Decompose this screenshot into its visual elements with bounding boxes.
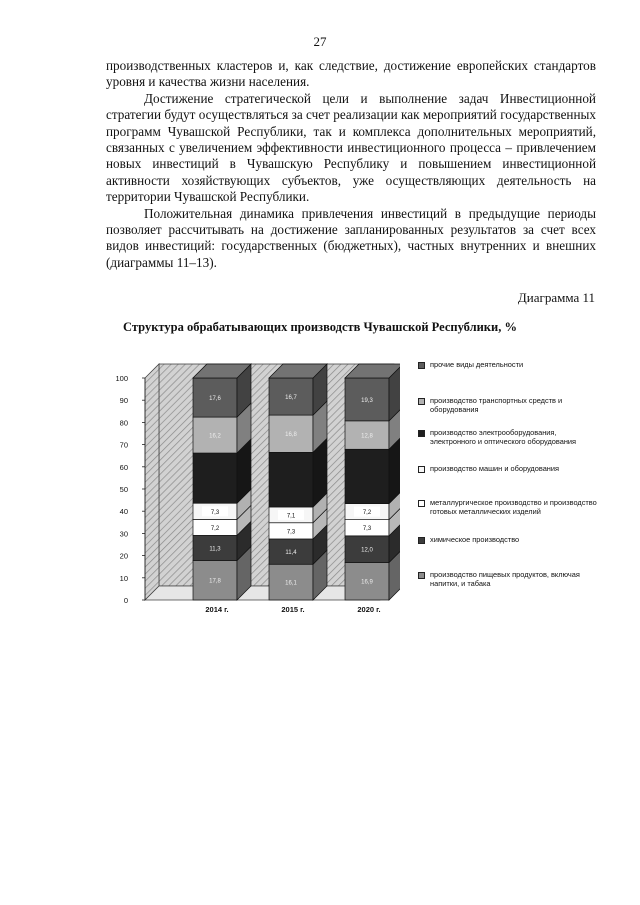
data-label: 7,3 xyxy=(286,529,296,536)
legend-swatch xyxy=(418,500,425,507)
legend-label: производство пищевых продуктов, включая напитки, и табака xyxy=(430,570,580,588)
page-number: 27 xyxy=(313,34,327,49)
data-label: 7,2 xyxy=(362,510,372,517)
data-label: 7,1 xyxy=(286,513,296,520)
data-label: 11,4 xyxy=(285,550,297,557)
data-label: 7,3 xyxy=(362,526,372,533)
data-label: 11,3 xyxy=(209,546,221,553)
y-tick-label: 30 xyxy=(119,529,128,539)
legend-item xyxy=(418,464,603,473)
legend-swatch xyxy=(418,537,425,544)
data-label: 12,8 xyxy=(361,433,373,440)
legend-item xyxy=(418,498,603,516)
legend-item xyxy=(418,535,603,544)
data-label: 17,8 xyxy=(209,578,221,585)
legend-swatch xyxy=(418,572,425,579)
y-tick-label: 60 xyxy=(119,462,128,472)
data-label: 7,2 xyxy=(210,525,220,532)
legend-swatch xyxy=(418,362,425,369)
legend-item xyxy=(418,396,603,414)
y-tick-label: 50 xyxy=(119,485,128,494)
x-tick-label: 2014 г. xyxy=(205,605,229,614)
y-tick-label: 10 xyxy=(119,573,128,583)
legend-swatch xyxy=(418,398,425,405)
legend-label: производство машин и оборудования xyxy=(430,464,560,473)
side-wall xyxy=(145,364,159,600)
bar-segment xyxy=(269,364,327,415)
legend-label: металлургическое производство и производство готовых металлических изделий xyxy=(430,498,597,516)
data-label: 16,2 xyxy=(209,433,221,440)
legend-item xyxy=(418,428,603,446)
data-label: 17,6 xyxy=(209,396,221,403)
y-tick-label: 80 xyxy=(119,418,128,428)
diagram-label: Диаграмма 11 xyxy=(517,290,595,305)
bar-segment xyxy=(193,364,251,417)
data-label: 19,3 xyxy=(361,397,373,404)
bar-segment-front xyxy=(269,452,313,507)
bar-stacks xyxy=(193,364,400,600)
y-tick-label: 70 xyxy=(119,440,128,450)
paragraph-2: Достижение стратегической цели и выполнение задач Инвестиционной стратегии будут осуществляться за счет реализации как мероприятий государственных программ Чувашской Республики, так и комплекса дополнительных мероприятий, связанных с увеличением эффективности инвестиционного процесса – привлечением новых инвестиций в Чувашскую Республику и повышением инвестиционной активности хозяйствующих субъектов, уже осуществляющих деятельность на территории Чувашской Республики. xyxy=(106,90,596,205)
data-label: 7,3 xyxy=(210,509,220,516)
legend-item xyxy=(418,570,603,588)
legend-label: химическое производство xyxy=(430,535,520,544)
y-tick-label: 0 xyxy=(123,596,128,605)
paragraph-1: производственных кластеров и, как следствие, достижение европейских стандартов уровня и качества жизни населения. xyxy=(106,58,596,90)
y-tick-label: 20 xyxy=(119,551,128,561)
x-tick-label: 2015 г. xyxy=(281,605,305,614)
chart-title: Структура обрабатывающих производств Чувашской Республики, % xyxy=(123,320,517,334)
legend-swatch xyxy=(418,430,425,437)
stacked-bar-chart xyxy=(100,350,400,625)
y-axis xyxy=(115,374,145,605)
legend-label: прочие виды деятельности xyxy=(430,360,524,369)
x-tick-label: 2020 г. xyxy=(357,605,381,614)
bar-segment-front xyxy=(193,453,237,503)
x-axis-labels xyxy=(205,605,380,614)
y-tick-label: 90 xyxy=(119,396,128,406)
body-text xyxy=(106,58,596,271)
legend-label: производство электрооборудования, электронного и оптического оборудования xyxy=(430,428,577,446)
legend-item xyxy=(418,360,603,369)
bar-segment-front xyxy=(345,449,389,503)
data-label: 16,1 xyxy=(285,580,297,587)
data-label: 16,7 xyxy=(285,395,297,402)
bar-segment xyxy=(345,364,400,421)
y-tick-label: 100 xyxy=(115,374,128,383)
data-label: 16,8 xyxy=(285,432,297,439)
legend-swatch xyxy=(418,466,425,473)
legend-label: производство транспортных средств и оборудования xyxy=(430,396,563,414)
paragraph-3: Положительная динамика привлечения инвестиций в предыдущие периоды позволяет рассчитывать на достижение запланированных результатов за счет всех видов инвестиций: государственных (бюджетных), частных внутренних и внешних (диаграммы 11–13). xyxy=(106,205,596,270)
y-tick-label: 40 xyxy=(119,507,128,517)
data-label: 16,9 xyxy=(361,579,373,586)
data-label: 12,0 xyxy=(361,547,373,554)
